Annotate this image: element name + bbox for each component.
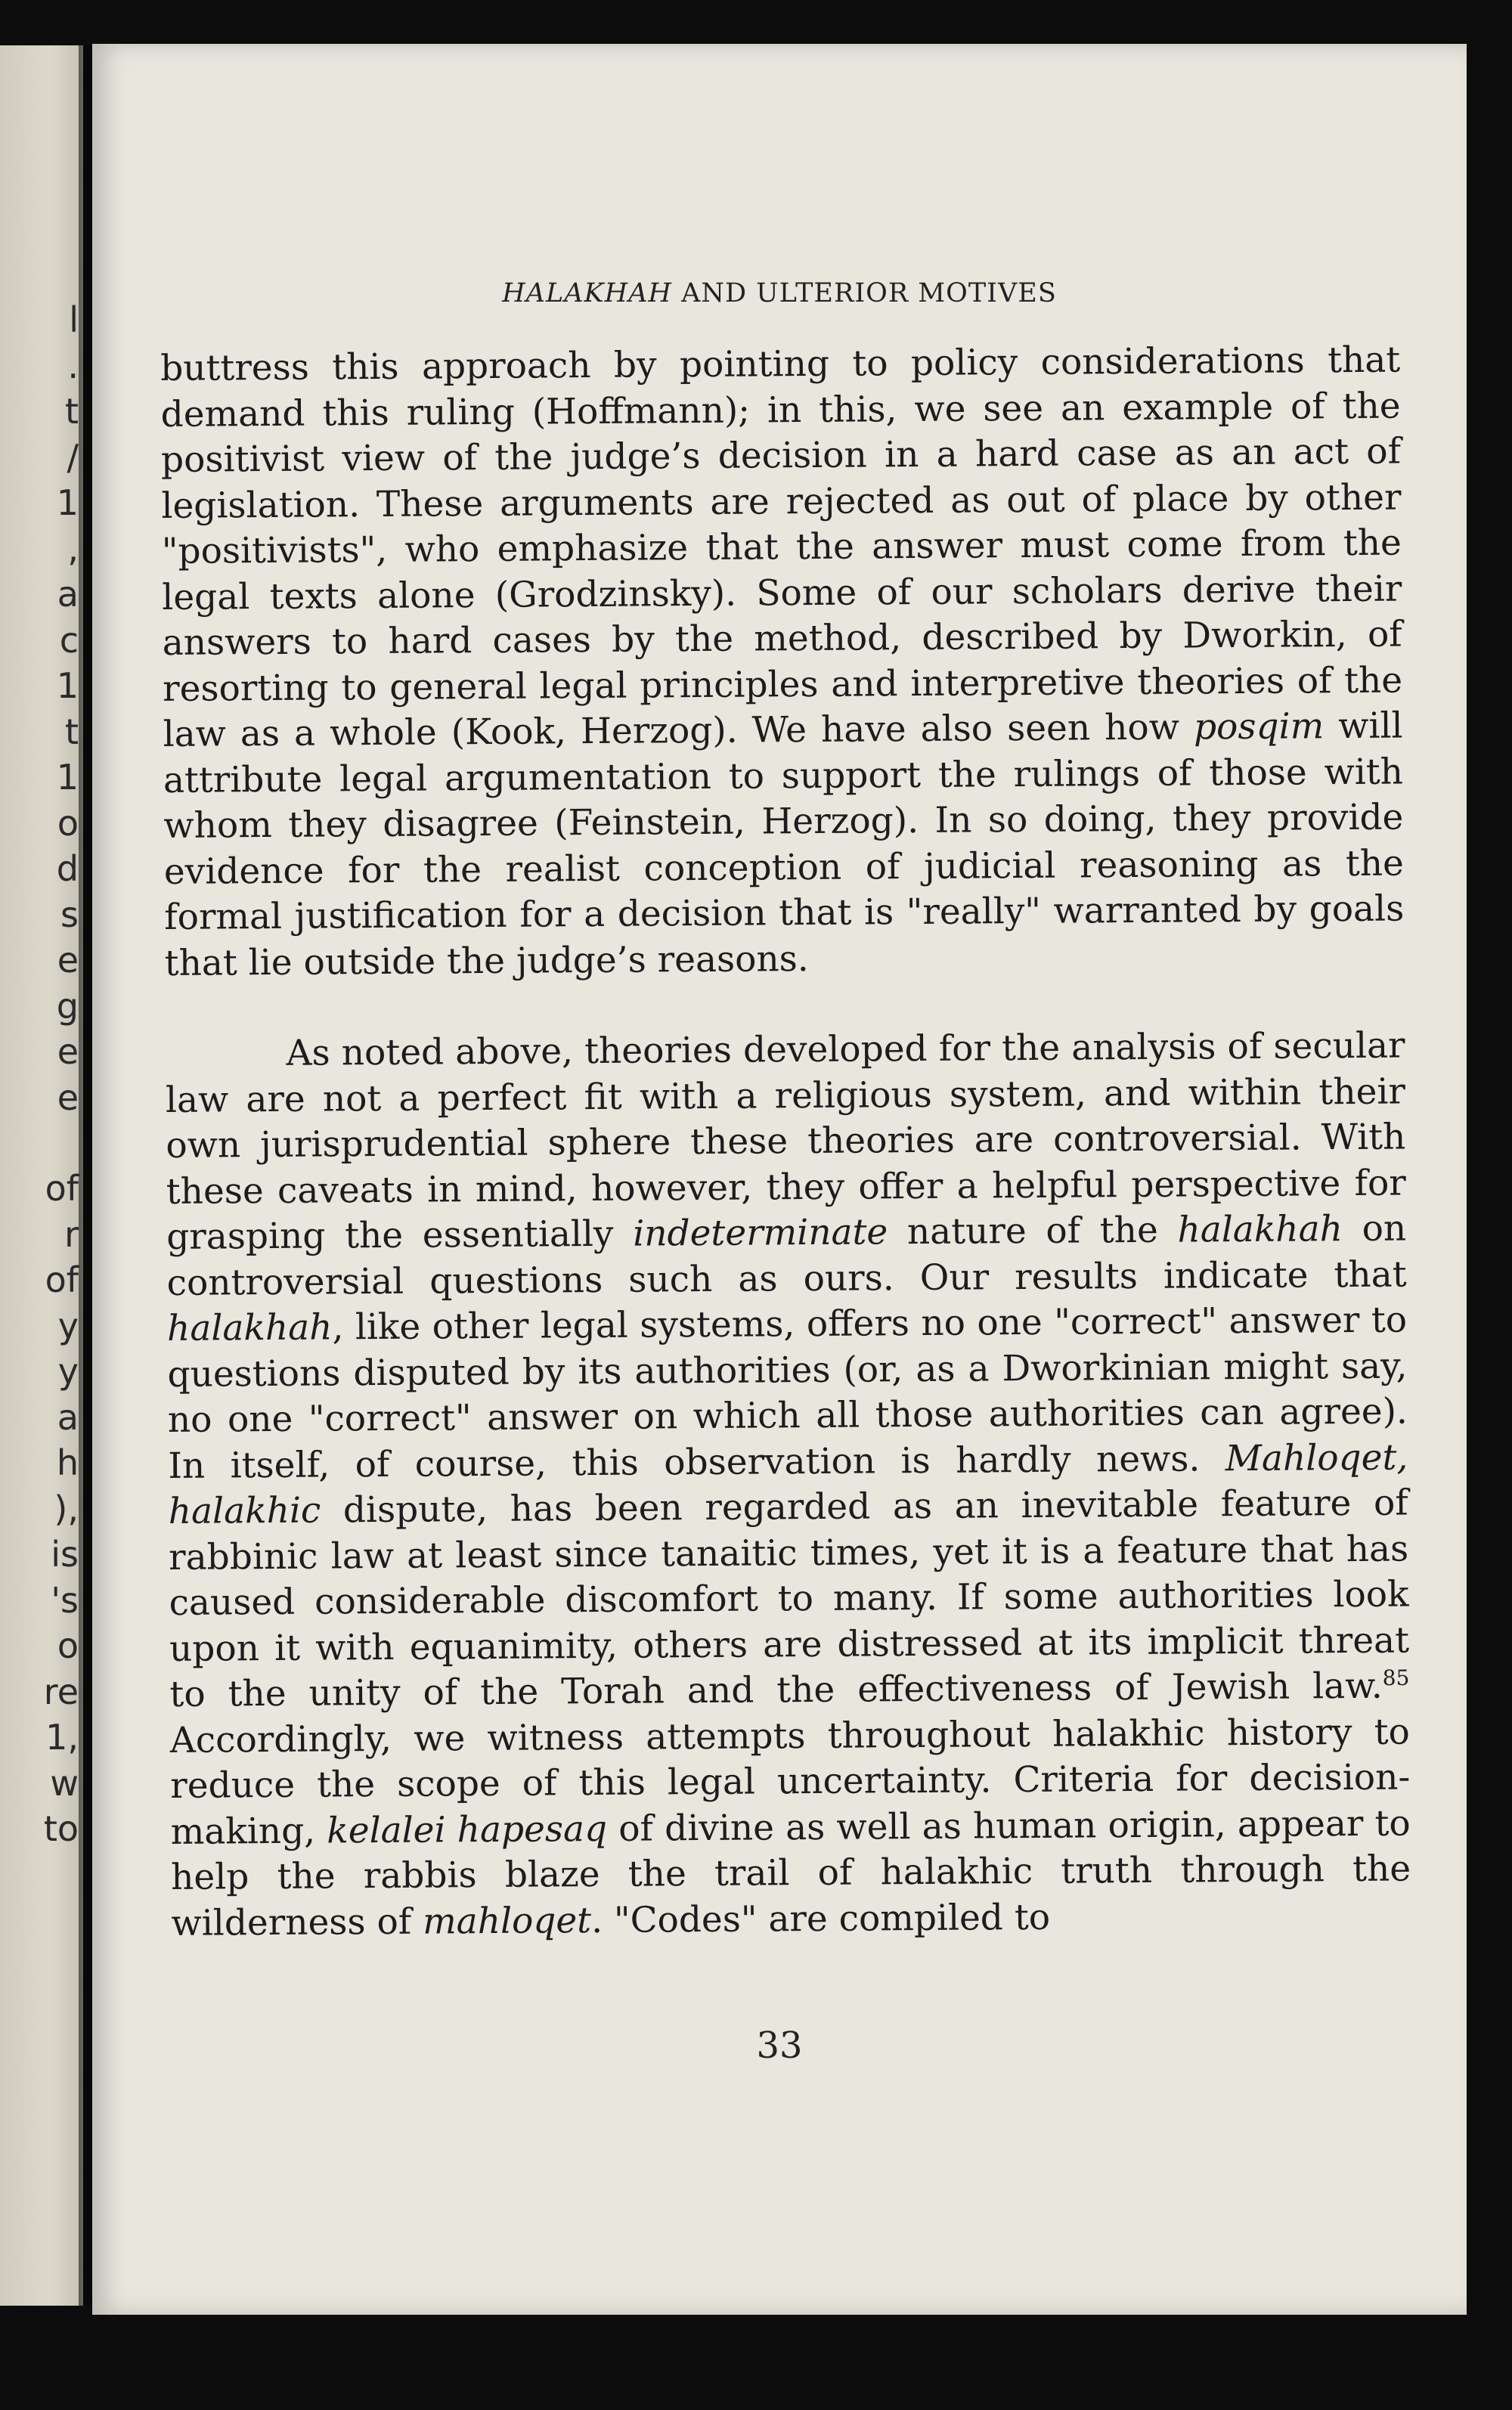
running-head-italic: HALAKHAH xyxy=(502,278,672,308)
text-span: dispute, has been regarded as an inevitable feature of rabbinic law at least since tanaitic times, yet it is a feature that has caused considerable discomfort to many. If some authorities look upon it with equanimity, others are distressed at its implicit threat to the unity of the Torah and the effectiveness of Jewish law. xyxy=(168,1482,1410,1715)
text-span: nature of the xyxy=(888,1209,1178,1253)
italic-term: posqim xyxy=(1193,705,1325,748)
running-head-rest: AND ULTERIOR MOTIVES xyxy=(681,278,1057,308)
margin-fragment: e xyxy=(57,1076,79,1118)
page-number: 33 xyxy=(756,2024,803,2067)
italic-term: Mahloqet, halakhic xyxy=(168,1436,1408,1532)
margin-fragment: ), xyxy=(54,1488,79,1529)
previous-page-edge xyxy=(0,45,83,2306)
text-span: , like other legal systems, offers no one "correct" answer to questions disputed by its authorities (or, as a Dworkinian might say, no one "correct" answer on which all those authorities can agree). In itself, of course, this observation is hardly news. xyxy=(167,1299,1408,1487)
running-head xyxy=(92,278,1467,308)
margin-fragment: o xyxy=(57,1625,79,1666)
margin-fragment: y xyxy=(57,1351,79,1392)
margin-fragment: a xyxy=(57,1396,79,1438)
text-span: . "Codes" are compiled to xyxy=(590,1896,1051,1941)
text-span: will attribute legal argumentation to support the rulings of those with whom they disagree (Feinstein, Herzog). In so doing, they provide evidence for the realist conception of judicial reasoning as the formal justification for a decision that is "really" warranted by goals that lie outside the judge’s reasons. xyxy=(163,705,1405,984)
margin-fragment: , xyxy=(67,528,79,569)
italic-term: indeterminate xyxy=(633,1211,888,1255)
margin-fragment: e xyxy=(57,940,79,980)
margin-fragment: of xyxy=(45,1168,79,1209)
margin-fragment: re xyxy=(43,1671,79,1712)
margin-fragment: e xyxy=(57,1031,79,1072)
text-span: As noted above, theories developed for the analysis of secular law are not a perfect fit with a religious system, and within their own jurisprudential sphere these theories are controversial. With these caveats in mind, however, they offer a helpful perspective for grasping the essentially xyxy=(165,1024,1406,1258)
margin-fragment: g xyxy=(56,985,79,1027)
margin-fragment: s xyxy=(60,894,79,935)
body-text xyxy=(160,338,1411,1947)
footnote-marker: 85 xyxy=(1382,1665,1410,1691)
margin-fragment: t xyxy=(64,391,79,432)
margin-fragment: is xyxy=(51,1534,79,1575)
margin-fragment: o xyxy=(57,802,79,844)
text-span: Accordingly, we witness attempts throughout halakhic history to reduce the scope of this legal uncertainty. Criteria for decision-making, xyxy=(169,1711,1411,1853)
margin-fragment: r xyxy=(64,1213,79,1255)
margin-fragment: 1 xyxy=(56,757,79,798)
margin-fragment: y xyxy=(57,1305,79,1346)
text-span: buttress this approach by pointing to policy considerations that demand this ruling (Hoffmann); in this, we see an example of the positivist view of the judge’s decision in a hard case as an act of legislation. These arguments are rejected as out of place by other "positivists", who emphasize that the answer must come from the legal texts alone (Grodzinsky). Some of our scholars derive their answers to hard cases by the method, described by Dworkin, of resorting to general legal principles and interpretive theories of the law as a whole (Kook, Herzog). We have also seen how xyxy=(160,339,1403,755)
margin-fragment: c xyxy=(59,619,79,661)
margin-fragment: 's xyxy=(51,1579,79,1621)
text-span: of divine as well as human origin, appear to help the rabbis blaze the trail of halakhic truth through the wilderness of xyxy=(170,1802,1411,1944)
margin-fragment: l xyxy=(69,299,79,340)
italic-term: kelalei hapesaq xyxy=(327,1807,608,1852)
italic-term: halakhah xyxy=(1177,1208,1343,1251)
margin-fragment: h xyxy=(56,1442,79,1483)
margin-fragment: t xyxy=(64,711,79,752)
book-page xyxy=(92,44,1467,2315)
margin-fragment: 1 xyxy=(56,665,79,706)
paragraph-1 xyxy=(160,338,1405,987)
margin-fragment: a xyxy=(57,574,79,615)
margin-fragment: to xyxy=(43,1808,79,1849)
margin-fragment: of xyxy=(45,1259,79,1300)
margin-fragment: d xyxy=(56,848,79,889)
margin-fragment: 1 xyxy=(56,482,79,523)
margin-fragment: w xyxy=(50,1762,79,1804)
italic-term: mahloqet xyxy=(422,1899,592,1943)
text-span: on controversial questions such as ours. Our results indicate that xyxy=(166,1207,1407,1304)
margin-fragment: / xyxy=(67,436,79,478)
margin-fragment: 1, xyxy=(45,1717,79,1758)
paragraph-2 xyxy=(165,1024,1411,1947)
margin-fragment: . xyxy=(67,345,79,386)
italic-term: halakhah xyxy=(166,1306,333,1349)
